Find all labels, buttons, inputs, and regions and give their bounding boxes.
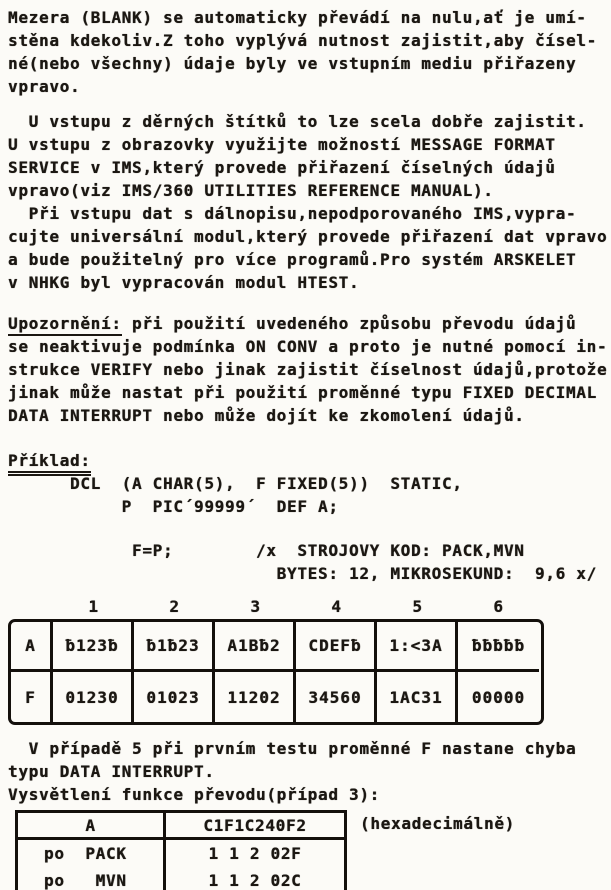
column-index: 3: [250, 597, 261, 616]
note-label: Upozornění:: [8, 314, 122, 336]
column-index-row: [53, 595, 539, 618]
table-cell: A1Bƀ2: [215, 622, 296, 672]
paragraph-punched-cards: [8, 110, 605, 202]
table-cell: ƀ1ƀ23: [134, 622, 215, 672]
column-index: 5: [412, 597, 423, 616]
table-cell: CDEFƀ: [296, 622, 377, 672]
text-line: vpravo.: [8, 77, 81, 96]
table-cell: 01023: [134, 672, 215, 722]
column-index: 4: [331, 597, 342, 616]
text-line: v NHKG byl vypracován modul HTEST.: [8, 273, 360, 292]
table-cell: 34560: [296, 672, 377, 722]
text-line: a bude použitelný pro více programů.Pro systém ARSKELET: [8, 250, 577, 269]
warning-note: [8, 312, 608, 427]
table-header-cell: A: [18, 813, 166, 840]
text-line: vpravo(viz IMS/360 UTILITIES REFERENCE MANUAL).: [8, 181, 494, 200]
text-line: [8, 312, 605, 335]
text-line: né(nebo všechny) údaje byly ve vstupním mediu přiřazeny: [8, 54, 577, 73]
column-index: 2: [169, 597, 180, 616]
table-cell: ƀ123ƀ: [53, 622, 134, 672]
table-cell: 1 1 2 02C: [208, 871, 302, 890]
example-heading: Příklad:: [8, 451, 91, 476]
code-line: P PIC´99999´ DEF A;: [8, 497, 339, 516]
table-cell: po PACK: [18, 840, 166, 867]
text-line: U vstupu z obrazovky využijte možností MESSAGE FORMAT: [8, 135, 556, 154]
text-line: Při vstupu dat s dálnopisu,nepodporovaného IMS,vypra-: [8, 204, 577, 223]
text-line: strukce VERIFY nebo jinak zajistit číselnost údajů,protože: [8, 360, 608, 379]
text-line: typu DATA INTERRUPT.: [8, 762, 215, 781]
hex-explanation-section: [8, 810, 605, 890]
hex-side-note: (hexadecimálně): [360, 814, 515, 833]
conversion-table-section: [8, 595, 605, 725]
code-line: DCL (A CHAR(5), F FIXED(5)) STATIC,: [8, 474, 463, 493]
text-line: DATA INTERRUPT nebo může dojít ke zkomolení údajů.: [8, 406, 525, 425]
text-line: V případě 5 při prvním testu proměnné F nastane chyba: [8, 739, 577, 758]
text-line: cujte universální modul,který provede přiřazení dat vpravo: [8, 227, 608, 246]
column-index: 6: [493, 597, 504, 616]
table-cell: 1 1 2 02F: [208, 844, 302, 863]
text-line: SERVICE v IMS,který provede přiřazení číselných údajů: [8, 158, 556, 177]
note-label-rest: při použití uvedeného způsobu převodu údajů: [121, 314, 577, 333]
table-cell: 01230: [53, 672, 134, 722]
result-note: [8, 737, 605, 806]
table-header-cell: C1F1C240F2: [166, 813, 344, 840]
text-line: stěna kdekoliv.Z toho vyplývá nutnost zajistit,aby čísel-: [8, 31, 597, 50]
code-block: [8, 472, 605, 585]
column-index: 1: [88, 597, 99, 616]
paragraph-blank-conversion: [8, 6, 605, 98]
code-line: F=P; /x STROJOVY KOD: PACK,MVN: [8, 541, 525, 560]
text-line: U vstupu z děrných štítků to lze scela dobře zajistit.: [8, 112, 587, 131]
table-cell: po MVN: [18, 867, 166, 890]
code-blank-line: [8, 518, 605, 539]
text-line: Mezera (BLANK) se automaticky převádí na nulu,ať je umí-: [8, 8, 587, 27]
paragraph-teletype-input: [8, 202, 608, 294]
table-cell: 1:<3A: [377, 622, 458, 672]
table-cell: ƀƀƀƀƀ: [458, 622, 539, 672]
row-label: A: [11, 622, 53, 672]
conversion-table: [8, 619, 544, 725]
row-label: F: [11, 672, 53, 722]
example-heading-line: [8, 449, 605, 472]
text-line: jinak může nastat při použití proměnné typu FIXED DECIMAL: [8, 383, 597, 402]
table-cell: 1AC31: [377, 672, 458, 722]
explanation-line: Vysvětlení funkce převodu(případ 3):: [8, 785, 380, 804]
table-cell: 00000: [471, 687, 526, 707]
code-line: BYTES: 12, MIKROSEKUND: 9,6 x/: [8, 564, 597, 583]
text-line: se neaktivuje podmínka ON CONV a proto je nutné pomocí in-: [8, 337, 608, 356]
table-cell: 11202: [215, 672, 296, 722]
hex-explanation-table: [15, 810, 347, 890]
